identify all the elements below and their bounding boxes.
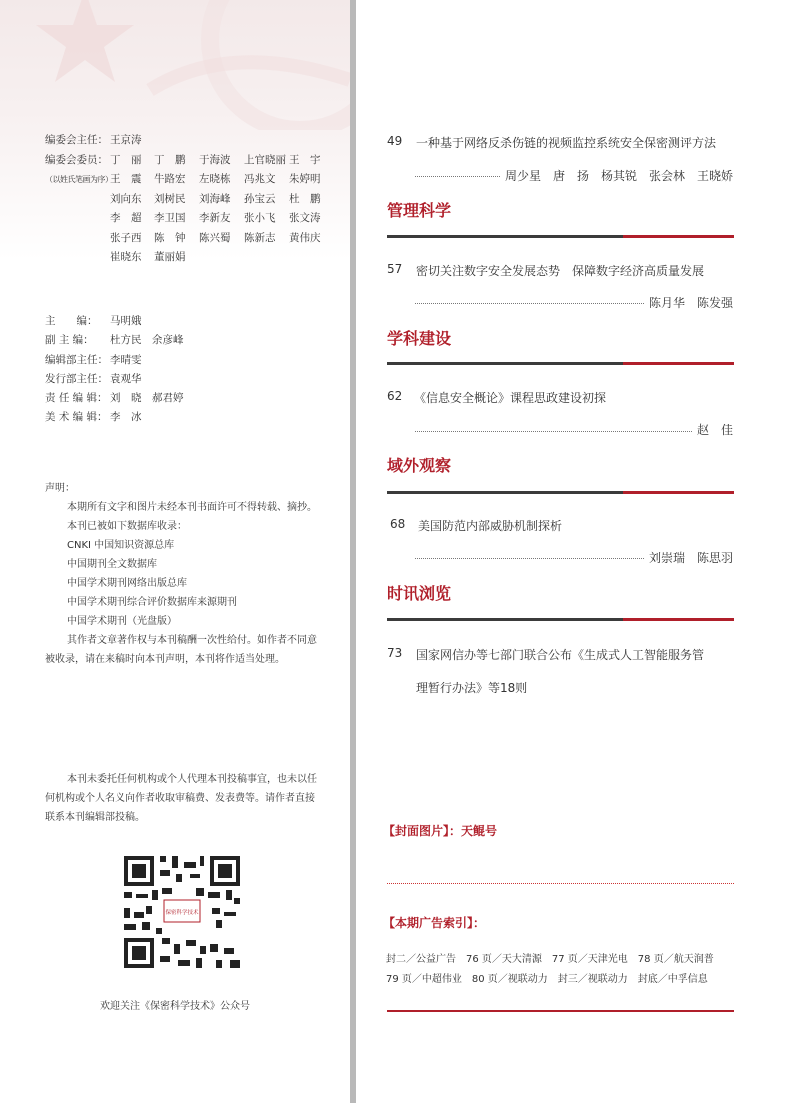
ad-index-row: 封二／公益广告 76 页／天大清源 77 页／天津光电 78 页／航天润普: [386, 954, 714, 965]
declaration-text: 其作者文章著作权与本刊稿酬一次性给付。如作者不同意被收录，请在来稿时向本刊声明，本刊将作适当处理。: [45, 635, 317, 665]
committee-name: 黄伟庆: [289, 232, 321, 244]
submission-notice: [45, 770, 320, 827]
editor-row: 主 编： 马明娥: [45, 315, 142, 327]
toc-authors: 刘崇瑞 陈思羽: [645, 549, 733, 566]
committee-name: 牛路宏: [154, 173, 186, 185]
toc-article-title[interactable]: 国家网信办等七部门联合公布《生成式人工智能服务管: [416, 648, 705, 662]
committee-name: 杜 鹏: [289, 193, 321, 205]
committee-name: 张小飞: [244, 212, 276, 224]
decorative-star-emblem: [0, 0, 350, 130]
section-rule: [387, 618, 734, 621]
section-heading: 学科建设: [387, 329, 452, 348]
editor-row: 副 主 编： 杜方民 余彦峰: [45, 334, 184, 346]
committee-name: 张文涛: [289, 212, 321, 224]
database-intro: 本刊已被如下数据库收录：: [67, 521, 187, 532]
committee-name: 王 宇: [289, 154, 321, 166]
editor-row: 美 术 编 辑： 李 冰: [45, 411, 142, 423]
committee-label-row: 编委会委员：: [45, 154, 108, 166]
committee-name: 孙宝云: [244, 193, 276, 205]
section-rule: [387, 491, 734, 494]
committee-name: 刘海峰: [199, 193, 231, 205]
committee-name: 丁 鹏: [154, 154, 186, 166]
toc-article-title[interactable]: 密切关注数字安全发展态势 保障数字经济高质量发展: [416, 264, 705, 278]
toc-page-number: 68: [390, 517, 406, 531]
wechat-qr-code: [116, 848, 248, 976]
declaration-heading: 声明：: [45, 483, 75, 494]
page-spine-divider: [350, 0, 356, 1103]
qr-code-graphic: [116, 848, 248, 976]
toc-authors: 周少星 唐 扬 杨其锐 张会林 王晓娇: [501, 167, 733, 184]
committee-name: 崔晓东: [110, 251, 142, 263]
committee-name: 李卫国: [154, 212, 186, 224]
cover-image-credit: 【封面图片】：天鲲号: [383, 824, 498, 838]
toc-article-title-continued[interactable]: 理暂行办法》等18则: [416, 681, 528, 695]
section-heading: 域外观察: [387, 456, 452, 475]
committee-name: 张子西: [110, 232, 142, 244]
toc-page-number: 62: [387, 389, 403, 403]
committee-name: 董丽娟: [154, 251, 186, 263]
section-heading: 时讯浏览: [387, 584, 452, 603]
committee-name: 李新友: [199, 212, 231, 224]
committee-name: 陈新志: [244, 232, 276, 244]
toc-page-number: 49: [387, 134, 403, 148]
database-item: 中国学术期刊网络出版总库: [67, 578, 187, 589]
toc-article-title[interactable]: 美国防范内部威胁机制探析: [418, 519, 563, 533]
qr-caption: 欢迎关注《保密科学技术》公众号: [100, 1001, 250, 1012]
footer-rule: [387, 1010, 734, 1012]
qr-center-label: 保密科学技术: [165, 910, 199, 916]
toc-page-number: 57: [387, 262, 403, 276]
database-item: 中国学术期刊（光盘版）: [67, 616, 177, 627]
toc-leader-dots: [415, 431, 730, 432]
committee-name: 王 震: [110, 173, 142, 185]
editor-row: 责 任 编 辑： 刘 晓 郝君婷: [45, 392, 184, 404]
committee-name: 刘树民: [154, 193, 186, 205]
editor-row: 发行部主任： 袁观华: [45, 373, 142, 385]
declaration-text: 本期所有文字和图片未经本刊书面许可不得转载、摘抄。: [67, 502, 317, 513]
editor-row: 编辑部主任： 李晴雯: [45, 354, 142, 366]
toc-article-title[interactable]: 一种基于网络反杀伤链的视频监控系统安全保密测评方法: [416, 136, 717, 150]
section-rule: [387, 362, 734, 365]
toc-authors: 赵 佳: [693, 421, 733, 438]
committee-name: 于海波: [199, 154, 231, 166]
masthead-column: [0, 0, 350, 1103]
toc-authors: 陈月华 陈发强: [645, 294, 733, 311]
database-item: 中国期刊全文数据库: [67, 559, 157, 570]
section-heading: 管理科学: [387, 201, 452, 220]
database-item: 中国学术期刊综合评价数据库来源期刊: [67, 597, 237, 608]
committee-name: 陈兴蜀: [199, 232, 231, 244]
committee-name: 李 超: [110, 212, 142, 224]
committee-name: 刘向东: [110, 193, 142, 205]
database-item: CNKI 中国知识资源总库: [67, 540, 175, 551]
ad-index-row: 79 页／中超伟业 80 页／视联动力 封三／视联动力 封底／中孚信息: [386, 974, 708, 985]
copyright-declaration: [45, 479, 320, 669]
committee-name: 丁 丽: [110, 154, 142, 166]
toc-article-title[interactable]: 《信息安全概论》课程思政建设初探: [414, 391, 607, 405]
committee-name: 陈 钟: [154, 232, 186, 244]
ad-index-heading: 【本期广告索引】：: [383, 916, 486, 930]
committee-name: 朱婷明: [289, 173, 321, 185]
committee-name: 上官晓丽: [244, 154, 286, 166]
dotted-separator: [387, 883, 734, 884]
committee-name: 左晓栋: [199, 173, 231, 185]
toc-page-number: 73: [387, 646, 403, 660]
committee-chair-row: 编委会主任： 王京涛: [45, 134, 142, 146]
committee-order-note: （以姓氏笔画为序）: [45, 175, 113, 184]
committee-name: 冯兆文: [244, 173, 276, 185]
notice-text: 本刊未委托任何机构或个人代理本刊投稿事宜，也未以任何机构或个人名义向作者收取审稿费、发表费等。请作者直接联系本刊编辑部投稿。: [45, 774, 317, 823]
section-rule: [387, 235, 734, 238]
